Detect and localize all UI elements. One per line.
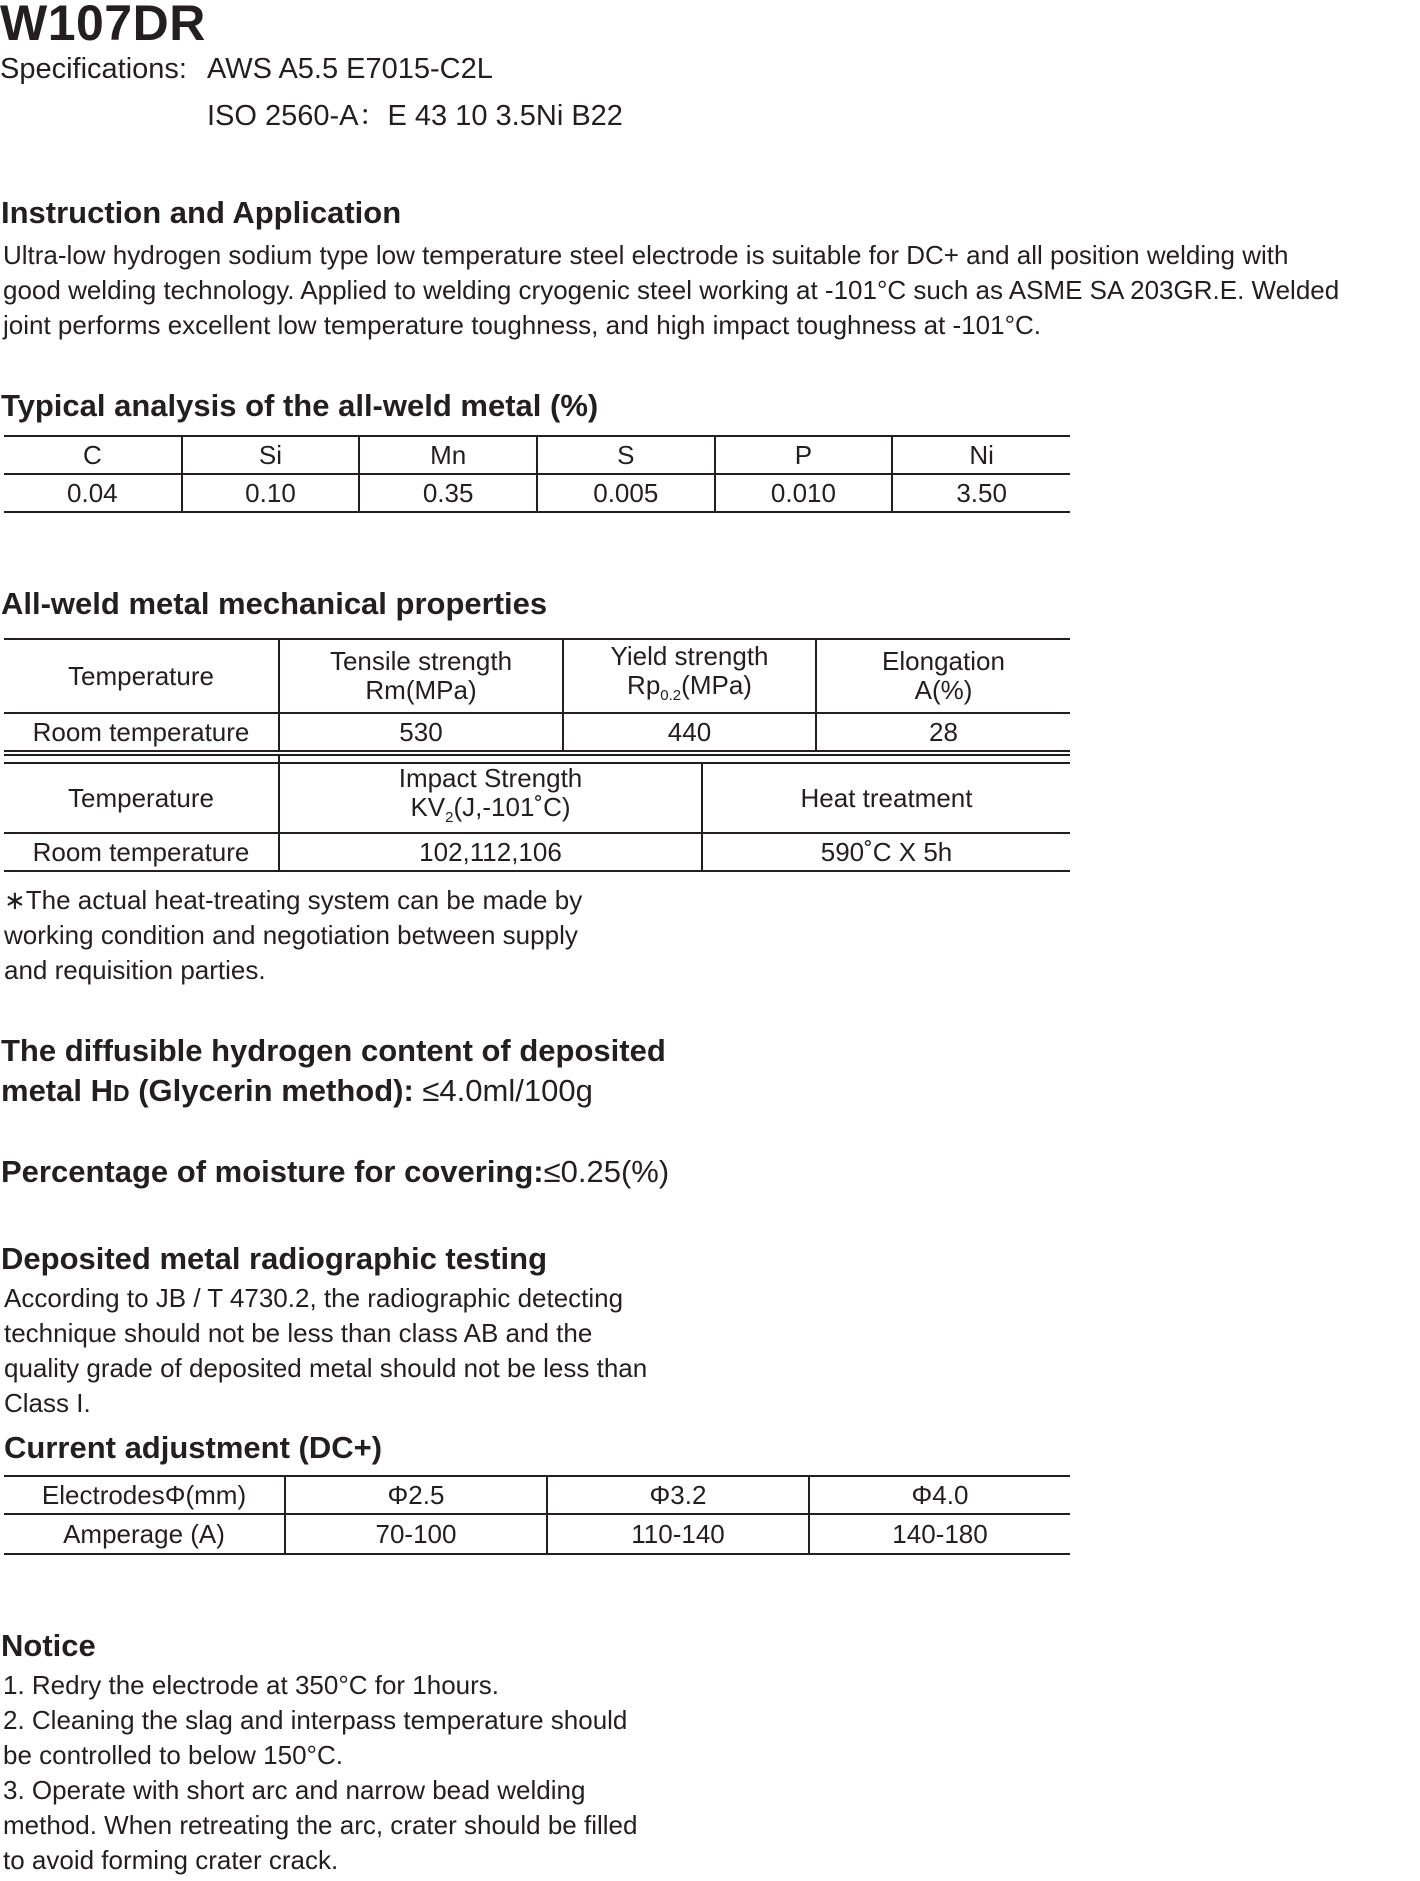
notice-item: 2. Cleaning the slag and interpass temperature should: [3, 1705, 628, 1735]
table-header-cell: ElectrodesΦ(mm): [4, 1476, 285, 1514]
table-row: [4, 713, 1070, 751]
table-header-cell: Temperature: [4, 639, 279, 713]
composition-heading: Typical analysis of the all-weld metal (%): [1, 388, 599, 423]
moisture-value: ≤0.25(%): [543, 1154, 670, 1189]
specifications-label: Specifications:: [0, 53, 187, 85]
table-cell: 3.50: [892, 474, 1070, 512]
radiographic-line: quality grade of deposited metal should not be less than: [4, 1353, 648, 1383]
table-cell: 28: [816, 713, 1070, 751]
table-header-cell: Mn: [359, 436, 537, 474]
table-header-cell: [279, 639, 563, 713]
table-cell: 70-100: [285, 1514, 547, 1554]
table-header-cell: [279, 763, 702, 833]
footnote-line: working condition and negotiation between supply: [4, 920, 578, 950]
table-header-cell: Φ3.2: [547, 1476, 809, 1514]
table-header-row: [4, 436, 1070, 474]
table-divider: [4, 754, 1070, 756]
hydrogen-heading-line1: The diffusible hydrogen content of deposited: [1, 1033, 666, 1068]
radiographic-line: According to JB / T 4730.2, the radiographic detecting: [4, 1283, 624, 1313]
current-heading: Current adjustment (DC+): [4, 1430, 383, 1465]
table-cell: 530: [279, 713, 563, 751]
table-header-cell: P: [715, 436, 893, 474]
table-row: [4, 474, 1070, 512]
impact-table: [4, 762, 1070, 872]
table-cell: Room temperature: [32, 716, 250, 747]
table-header-cell: Heat treatment: [702, 763, 1070, 833]
table-header-row: [4, 1476, 1070, 1514]
table-cell: 0.10: [182, 474, 360, 512]
table-cell: 0.005: [537, 474, 715, 512]
table-cell: 440: [563, 713, 816, 751]
table-cell: 0.04: [67, 478, 118, 508]
radiographic-paragraph: [4, 1281, 647, 1421]
table-cell: 0.010: [715, 474, 893, 512]
hydrogen-heading-line2: metal HD (Glycerin method): ≤4.0ml/100g: [1, 1073, 593, 1108]
footnote-line: and requisition parties.: [4, 955, 266, 985]
table-cell: 590˚C X 5h: [702, 833, 1070, 871]
tensile-header-line1: Tensile strength: [329, 646, 513, 676]
table-header-cell: Φ4.0: [809, 1476, 1070, 1514]
radiographic-line: technique should not be less than class AB and the: [4, 1318, 593, 1348]
notice-item: 1. Redry the electrode at 350°C for 1hours.: [3, 1670, 500, 1700]
table-header-cell: [563, 639, 816, 713]
hydrogen-value: ≤4.0ml/100g: [422, 1073, 593, 1108]
elongation-header-line2: A(%): [914, 675, 973, 705]
radiographic-heading: Deposited metal radiographic testing: [1, 1241, 548, 1276]
table-cell: Amperage (A): [63, 1519, 225, 1549]
table-row: [4, 1514, 1070, 1554]
instruction-paragraph: [3, 238, 1339, 343]
table-header-cell: Si: [182, 436, 360, 474]
notice-item: 3. Operate with short arc and narrow bead welding: [3, 1775, 586, 1805]
elongation-header-line1: Elongation: [882, 646, 1005, 676]
footnote-line: ∗The actual heat-treating system can be made by: [4, 885, 583, 915]
table-header-cell: Φ2.5: [285, 1476, 547, 1514]
product-title: W107DR: [0, 0, 206, 51]
instruction-line: good welding technology. Applied to welding cryogenic steel working at -101°C such as ASME SA 203GR.E. Welded: [3, 275, 1340, 305]
radiographic-line: Class I.: [4, 1388, 91, 1418]
impact-header-line1: Impact Strength: [398, 763, 583, 793]
notice-item: to avoid forming crater crack.: [3, 1845, 339, 1875]
table-header-row: [4, 763, 1070, 833]
table-header-cell: Temperature: [4, 763, 279, 833]
notice-item: method. When retreating the arc, crater should be filled: [3, 1810, 638, 1840]
table-row: [4, 833, 1070, 871]
instruction-heading: Instruction and Application: [1, 195, 402, 230]
table-cell: 0.35: [359, 474, 537, 512]
composition-table: [4, 435, 1070, 513]
current-table: [4, 1475, 1070, 1555]
notice-heading: Notice: [1, 1628, 96, 1663]
heat-treatment-footnote: [4, 883, 582, 988]
specification-iso: ISO 2560-A：E 43 10 3.5Ni B22: [207, 100, 623, 132]
notice-list: [3, 1668, 637, 1878]
moisture-line: [1, 1154, 669, 1190]
instruction-line: joint performs excellent low temperature toughness, and high impact toughness at -101°C.: [3, 310, 1041, 340]
impact-header-line2: $KV_2(J,-101˚C)$: [410, 792, 571, 826]
notice-item: be controlled to below 150°C.: [3, 1740, 343, 1770]
table-header-cell: S: [537, 436, 715, 474]
table-header-cell: Ni: [892, 436, 1070, 474]
table-cell: Room temperature: [32, 836, 250, 867]
tensile-header-line2: Rm(MPa): [365, 675, 477, 705]
table-cell: 140-180: [809, 1514, 1070, 1554]
mechanical-table: [4, 638, 1070, 752]
yield-header-line2: $Rp_{0.2}(MPa)$: [627, 670, 752, 704]
table-header-cell: C: [4, 436, 182, 474]
yield-header-line1: Yield strength: [610, 641, 769, 671]
table-header-row: [4, 639, 1070, 713]
moisture-label: Percentage of moisture for covering:: [1, 1154, 544, 1189]
instruction-line: Ultra-low hydrogen sodium type low temperature steel electrode is suitable for DC+ and all position welding with: [3, 240, 1289, 270]
table-header-cell: [816, 639, 1070, 713]
specification-aws: AWS A5.5 E7015-C2L: [207, 53, 493, 85]
mechanical-heading: All-weld metal mechanical properties: [1, 586, 548, 621]
table-cell: 110-140: [547, 1514, 809, 1554]
table-cell: 102,112,106: [279, 833, 702, 871]
